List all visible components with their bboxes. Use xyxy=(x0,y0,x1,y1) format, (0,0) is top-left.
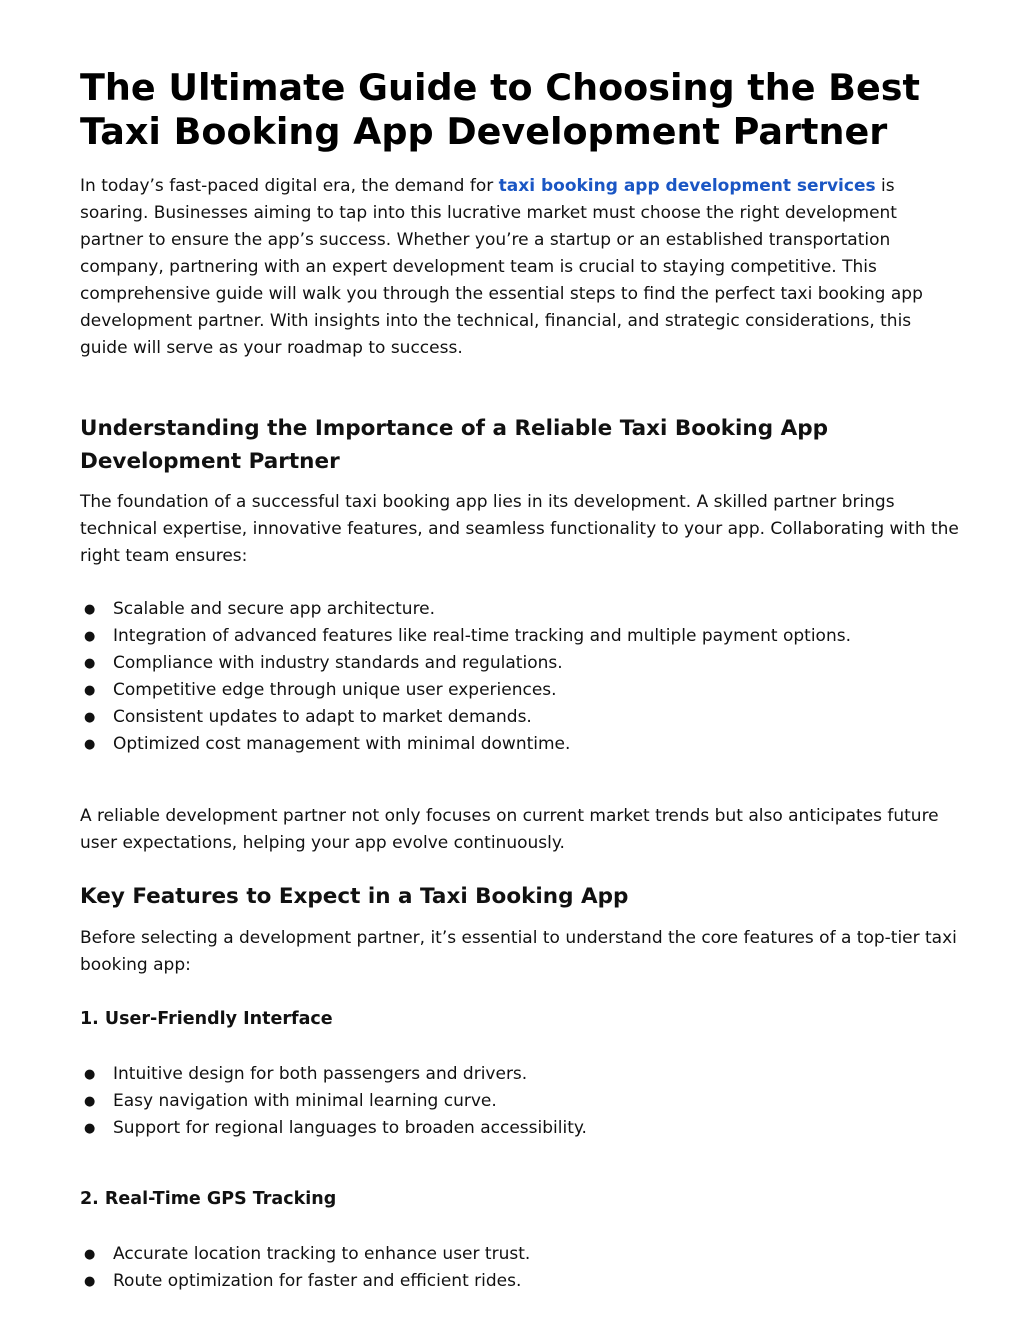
list-item: ● Consistent updates to adapt to market demands. xyxy=(80,704,980,731)
subsection-2-bullet-list xyxy=(80,1241,980,1295)
bullet-icon: ● xyxy=(84,710,96,725)
subsection-2-heading: 2. Real-Time GPS Tracking xyxy=(80,1189,337,1209)
list-item: ● Support for regional languages to broaden accessibility. xyxy=(80,1115,980,1142)
section-1-bullet-list xyxy=(80,596,980,758)
title-line-2: Taxi Booking App Development Partner xyxy=(80,110,888,153)
section-2-intro: Before selecting a development partner, it’s essential to understand the core features of a top-tier taxi booking app: xyxy=(80,928,957,975)
list-item: ● Intuitive design for both passengers and drivers. xyxy=(80,1061,980,1088)
section-1-outro: A reliable development partner not only focuses on current market trends but also anticipates future user expectations, helping your app evolve continuously. xyxy=(80,806,939,853)
list-item: ● Optimized cost management with minimal downtime. xyxy=(80,731,980,758)
title-line-1: The Ultimate Guide to Choosing the Best xyxy=(80,66,920,109)
subsection-1-bullet-list xyxy=(80,1061,980,1142)
intro-text-after-link: is soaring. Businesses aiming to tap into this lucrative market must choose the right development partner to ensure the app’s success. Whether you’re a startup or an established transportation company, partnering with an expert development team is crucial to staying competitive. This comprehensive guide will walk you through the essential steps to find the perfect taxi booking app development partner. With insights into the technical, financial, and strategic considerations, this guide will serve as your roadmap to success. xyxy=(80,176,923,358)
bullet-icon: ● xyxy=(84,629,96,644)
bullet-icon: ● xyxy=(84,656,96,671)
section-1-intro: The foundation of a successful taxi booking app lies in its development. A skilled partner brings technical expertise, innovative features, and seamless functionality to your app. Collaborating with the right team ensures: xyxy=(80,492,959,566)
bullet-icon: ● xyxy=(84,1247,96,1262)
intro-paragraph xyxy=(80,173,960,362)
list-item: ● Route optimization for faster and efficient rides. xyxy=(80,1268,980,1295)
page-title xyxy=(80,66,980,154)
bullet-icon: ● xyxy=(84,1067,96,1082)
bullet-icon: ● xyxy=(84,737,96,752)
services-link[interactable]: taxi booking app development services xyxy=(498,176,876,196)
bullet-icon: ● xyxy=(84,683,96,698)
list-item: ● Competitive edge through unique user experiences. xyxy=(80,677,980,704)
list-item: ● Easy navigation with minimal learning curve. xyxy=(80,1088,980,1115)
list-item: ● Accurate location tracking to enhance user trust. xyxy=(80,1241,980,1268)
bullet-icon: ● xyxy=(84,1094,96,1109)
subsection-1-heading: 1. User-Friendly Interface xyxy=(80,1009,333,1029)
bullet-icon: ● xyxy=(84,1274,96,1289)
list-item: ● Integration of advanced features like real-time tracking and multiple payment options. xyxy=(80,623,980,650)
section-2-heading: Key Features to Expect in a Taxi Booking App xyxy=(80,884,629,909)
bullet-icon: ● xyxy=(84,602,96,617)
section-1-heading: Understanding the Importance of a Reliable Taxi Booking App Development Partner xyxy=(80,416,829,474)
list-item: ● Compliance with industry standards and regulations. xyxy=(80,650,980,677)
intro-text-before-link: In today’s fast-paced digital era, the demand for xyxy=(80,176,499,196)
list-item: ● Scalable and secure app architecture. xyxy=(80,596,980,623)
bullet-icon: ● xyxy=(84,1121,96,1136)
